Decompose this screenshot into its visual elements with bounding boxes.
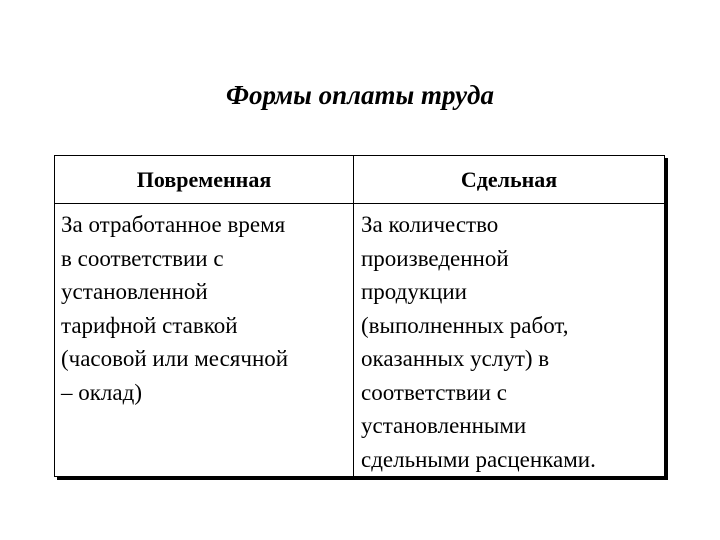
header-piece-rate: Сдельная: [460, 167, 558, 192]
slide-title: Формы оплаты труда: [226, 80, 494, 110]
column-divider: [353, 156, 354, 476]
table-header-row: [55, 156, 664, 204]
header-time-based: Повременная: [136, 167, 272, 192]
cell-time-based-description: За отработанное время в соответствии с установленной тарифной ставкой (часовой или месячной – оклад): [61, 212, 289, 405]
cell-piece-rate-description: За количество произведенной продукции (выполненных работ, оказанных услут) в соответствии с установленными сдельными расценками.: [361, 212, 596, 472]
payment-forms-table: [54, 155, 665, 477]
